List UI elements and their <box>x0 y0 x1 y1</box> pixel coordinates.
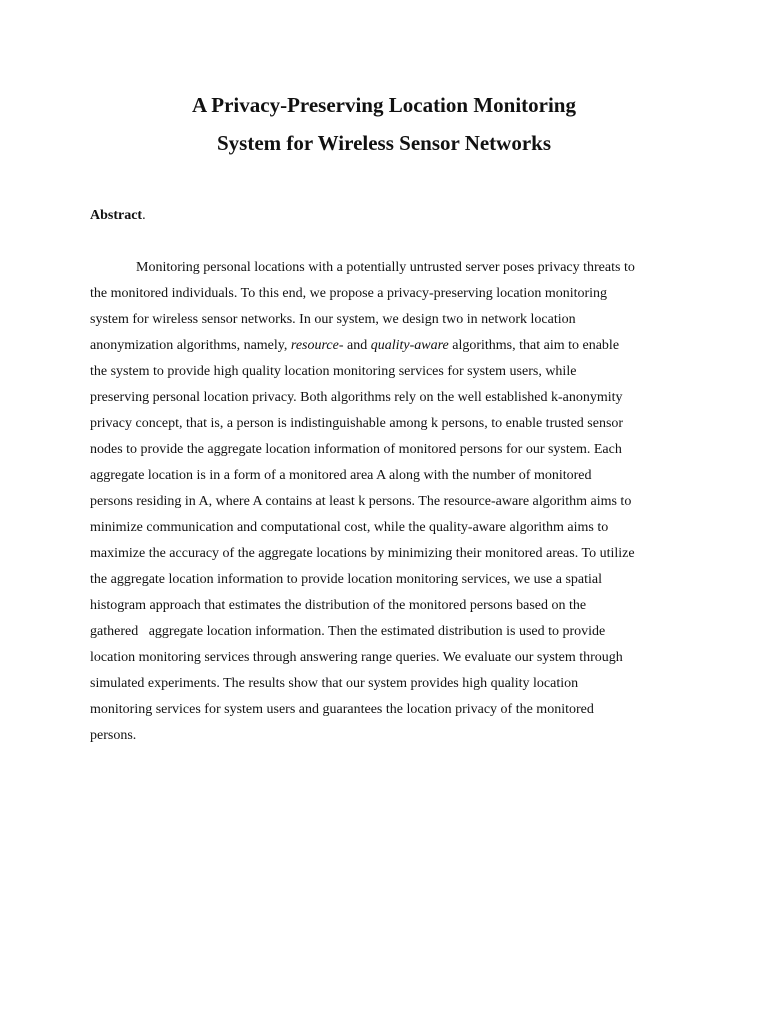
abstract-line: location monitoring services through answering range queries. We evaluate our system through <box>90 650 623 665</box>
abstract-line: Monitoring personal locations with a potentially untrusted server poses privacy threats to <box>136 260 635 275</box>
abstract-heading <box>90 207 146 225</box>
abstract-line: the system to provide high quality location monitoring services for system users, while <box>90 364 577 379</box>
abstract-heading-period: . <box>142 208 146 223</box>
abstract-paragraph <box>90 255 680 749</box>
abstract-line: the aggregate location information to provide location monitoring services, we use a spatial <box>90 572 603 587</box>
abstract-line: minimize communication and computational cost, while the quality-aware algorithm aims to <box>90 520 609 535</box>
abstract-line: gathered aggregate location information. Then the estimated distribution is used to provide <box>90 624 606 639</box>
abstract-line-text: and <box>343 338 371 353</box>
paper-title-line-2: System for Wireless Sensor Networks <box>216 131 552 155</box>
abstract-line: nodes to provide the aggregate location information of monitored persons for our system. Each <box>90 442 622 457</box>
quality-aware-term: quality-aware <box>370 338 449 353</box>
abstract-heading-label: Abstract <box>90 208 143 223</box>
abstract-line: maximize the accuracy of the aggregate locations by minimizing their monitored areas. To utilize <box>90 546 635 561</box>
abstract-line <box>90 333 680 359</box>
resource-aware-term: resource- <box>290 338 344 353</box>
abstract-line: privacy concept, that is, a person is indistinguishable among k persons, to enable trusted sensor <box>90 416 624 431</box>
abstract-line: the monitored individuals. To this end, we propose a privacy-preserving location monitoring <box>90 286 608 301</box>
abstract-line: histogram approach that estimates the distribution of the monitored persons based on the <box>90 598 587 613</box>
abstract-line: persons. <box>90 728 137 743</box>
paper-title-line-1: A Privacy-Preserving Location Monitoring <box>192 93 576 117</box>
abstract-line: aggregate location is in a form of a monitored area A along with the number of monitored <box>90 468 592 483</box>
abstract-line: persons residing in A, where A contains at least k persons. The resource-aware algorithm aims to <box>90 494 632 509</box>
abstract-line: preserving personal location privacy. Both algorithms rely on the well established k-anonymity <box>90 390 623 405</box>
abstract-line: monitoring services for system users and guarantees the location privacy of the monitored <box>90 702 594 717</box>
abstract-line-text: algorithms, that aim to enable <box>448 338 620 353</box>
abstract-line: system for wireless sensor networks. In our system, we design two in network location <box>90 312 576 327</box>
abstract-line: simulated experiments. The results show that our system provides high quality location <box>90 676 579 691</box>
abstract-line-text: anonymization algorithms, namely, <box>90 338 291 353</box>
